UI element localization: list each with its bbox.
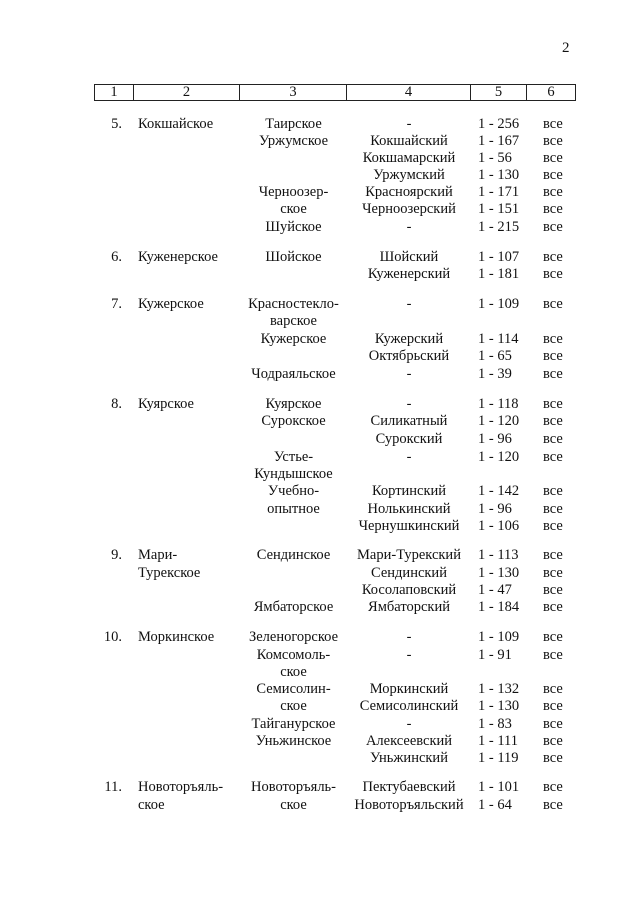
note-cell: все <box>543 184 563 200</box>
settlement-cell: ское <box>280 664 307 680</box>
table-row <box>0 366 639 383</box>
row-number-cell: 7. <box>111 296 122 312</box>
house-range-cell: 1 - 101 <box>478 779 520 795</box>
note-cell: все <box>543 348 563 364</box>
table-row <box>0 750 639 767</box>
house-range-cell: 1 - 171 <box>478 184 520 200</box>
house-range-cell: 1 - 119 <box>478 750 519 766</box>
district-cell: Моркинский <box>369 681 449 697</box>
table-row <box>0 647 639 664</box>
municipality-cell: Куярское <box>138 396 194 412</box>
house-range-cell: 1 - 142 <box>478 483 520 499</box>
table-row <box>0 599 639 616</box>
table-row <box>0 133 639 150</box>
header-col-2: 2 <box>134 85 240 100</box>
header-col-3: 3 <box>240 85 347 100</box>
house-range-cell: 1 - 65 <box>478 348 512 364</box>
house-range-cell: 1 - 107 <box>478 249 520 265</box>
settlement-cell: Тайганурское <box>251 716 336 732</box>
note-cell: все <box>543 116 563 132</box>
note-cell: все <box>543 413 563 429</box>
house-range-cell: 1 - 184 <box>478 599 520 615</box>
settlement-cell: Шуйское <box>265 219 322 235</box>
table-row <box>0 449 639 466</box>
house-range-cell: 1 - 130 <box>478 167 520 183</box>
page-number: 2 <box>562 40 570 56</box>
municipality-cell: Кужерское <box>138 296 204 312</box>
house-range-cell: 1 - 83 <box>478 716 512 732</box>
row-number-cell: 10. <box>103 629 122 645</box>
house-range-cell: 1 - 109 <box>478 629 520 645</box>
settlement-cell: Сурокское <box>261 413 326 429</box>
house-range-cell: 1 - 151 <box>478 201 520 217</box>
district-cell: - <box>406 716 412 732</box>
note-cell: все <box>543 366 563 382</box>
note-cell: все <box>543 249 563 265</box>
table-row <box>0 547 639 564</box>
settlement-cell: ское <box>280 797 307 813</box>
table-row <box>0 629 639 646</box>
district-cell: Сендинский <box>371 565 447 581</box>
district-cell: Кужерский <box>374 331 444 347</box>
settlement-cell: Ямбаторское <box>253 599 334 615</box>
note-cell: все <box>543 733 563 749</box>
settlement-cell: опытное <box>267 501 320 517</box>
settlement-cell: Кужерское <box>260 331 327 347</box>
note-cell: все <box>543 599 563 615</box>
house-range-cell: 1 - 47 <box>478 582 512 598</box>
table-row <box>0 219 639 236</box>
settlement-cell: Новоторъяль- <box>250 779 337 795</box>
house-range-cell: 1 - 167 <box>478 133 520 149</box>
settlement-cell: ское <box>280 698 307 714</box>
note-cell: все <box>543 133 563 149</box>
district-cell: Косолаповский <box>361 582 457 598</box>
table-row <box>0 331 639 348</box>
note-cell: все <box>543 629 563 645</box>
house-range-cell: 1 - 132 <box>478 681 520 697</box>
table-row <box>0 779 639 796</box>
district-cell: - <box>406 366 412 382</box>
note-cell: все <box>543 797 563 813</box>
municipality-cell: Кокшайское <box>138 116 214 132</box>
house-range-cell: 1 - 120 <box>478 449 520 465</box>
district-cell: - <box>406 629 412 645</box>
house-range-cell: 1 - 113 <box>478 547 519 563</box>
note-cell: все <box>543 716 563 732</box>
row-number-cell: 8. <box>111 396 122 412</box>
note-cell: все <box>543 150 563 166</box>
note-cell: все <box>543 750 563 766</box>
settlement-cell: Учебно- <box>267 483 320 499</box>
note-cell: все <box>543 647 563 663</box>
district-cell: - <box>406 296 412 312</box>
settlement-cell: ское <box>280 201 307 217</box>
note-cell: все <box>543 681 563 697</box>
district-cell: Кокшайский <box>370 133 448 149</box>
settlement-cell: Куярское <box>265 396 322 412</box>
row-number-cell: 11. <box>104 779 122 795</box>
settlement-cell: варское <box>270 313 317 329</box>
note-cell: все <box>543 565 563 581</box>
house-range-cell: 1 - 114 <box>478 331 519 347</box>
note-cell: все <box>543 449 563 465</box>
settlement-cell: Таирское <box>265 116 322 132</box>
note-cell: все <box>543 698 563 714</box>
settlement-cell: Чодраяльское <box>251 366 336 382</box>
district-cell: Семисолинский <box>359 698 459 714</box>
row-number-cell: 6. <box>111 249 122 265</box>
house-range-cell: 1 - 111 <box>478 733 519 749</box>
district-cell: - <box>406 219 412 235</box>
district-cell: - <box>406 116 412 132</box>
district-cell: Кокшамарский <box>362 150 456 166</box>
settlement-cell: Комсомоль- <box>256 647 331 663</box>
settlement-cell: Кундышское <box>254 466 333 482</box>
note-cell: все <box>543 219 563 235</box>
table-row <box>0 664 639 681</box>
table-row <box>0 296 639 313</box>
district-cell: Красноярский <box>365 184 453 200</box>
note-cell: все <box>543 483 563 499</box>
note-cell: все <box>543 331 563 347</box>
note-cell: все <box>543 431 563 447</box>
house-range-cell: 1 - 64 <box>478 797 512 813</box>
note-cell: все <box>543 582 563 598</box>
settlement-cell: Уньжинское <box>255 733 332 749</box>
municipality-cell: Новоторъяль- <box>138 779 224 795</box>
settlement-cell: Черноозер- <box>258 184 329 200</box>
settlement-cell: Сендинское <box>256 547 331 563</box>
note-cell: все <box>543 396 563 412</box>
district-cell: Сурокский <box>375 431 443 447</box>
note-cell: все <box>543 779 563 795</box>
district-cell: Нолькинский <box>367 501 451 517</box>
house-range-cell: 1 - 109 <box>478 296 520 312</box>
house-range-cell: 1 - 130 <box>478 698 520 714</box>
house-range-cell: 1 - 106 <box>478 518 520 534</box>
district-cell: Чернушкинский <box>358 518 460 534</box>
municipality-cell: ское <box>138 797 165 813</box>
district-cell: Уньжинский <box>370 750 448 766</box>
house-range-cell: 1 - 181 <box>478 266 520 282</box>
table-row <box>0 565 639 582</box>
note-cell: все <box>543 501 563 517</box>
settlement-cell: Устье- <box>273 449 314 465</box>
district-cell: Октябрьский <box>368 348 450 364</box>
note-cell: все <box>543 547 563 563</box>
district-cell: Уржумский <box>373 167 445 183</box>
municipality-cell: Мари- <box>138 547 178 563</box>
district-cell: Мари-Турекский <box>357 547 461 563</box>
table-row <box>0 150 639 167</box>
table-row <box>0 797 639 814</box>
house-range-cell: 1 - 256 <box>478 116 520 132</box>
settlement-cell: Шойское <box>265 249 322 265</box>
table-row <box>0 716 639 733</box>
house-range-cell: 1 - 118 <box>478 396 519 412</box>
district-cell: - <box>406 449 412 465</box>
settlement-cell: Зеленогорское <box>248 629 339 645</box>
table-row <box>0 116 639 133</box>
note-cell: все <box>543 167 563 183</box>
district-cell: Новоторъяльский <box>354 797 464 813</box>
house-range-cell: 1 - 215 <box>478 219 520 235</box>
house-range-cell: 1 - 120 <box>478 413 520 429</box>
table-row <box>0 681 639 698</box>
municipality-cell: Моркинское <box>138 629 215 645</box>
municipality-cell: Куженерское <box>138 249 218 265</box>
district-cell: Куженерский <box>367 266 451 282</box>
house-range-cell: 1 - 130 <box>478 565 520 581</box>
house-range-cell: 1 - 96 <box>478 431 512 447</box>
note-cell: все <box>543 518 563 534</box>
table-row <box>0 266 639 283</box>
table-row <box>0 501 639 518</box>
district-cell: Черноозерский <box>362 201 456 217</box>
table-row <box>0 167 639 184</box>
table-row <box>0 201 639 218</box>
table-row <box>0 396 639 413</box>
table-row <box>0 348 639 365</box>
table-header <box>94 84 576 101</box>
district-cell: Силикатный <box>370 413 448 429</box>
house-range-cell: 1 - 91 <box>478 647 512 663</box>
municipality-cell: Турекское <box>138 565 201 581</box>
table-row <box>0 518 639 535</box>
table-row <box>0 582 639 599</box>
district-cell: Кортинский <box>371 483 447 499</box>
header-col-1: 1 <box>95 85 134 100</box>
house-range-cell: 1 - 39 <box>478 366 512 382</box>
table-row <box>0 483 639 500</box>
row-number-cell: 9. <box>111 547 122 563</box>
table-row <box>0 184 639 201</box>
note-cell: все <box>543 201 563 217</box>
table-row <box>0 431 639 448</box>
settlement-cell: Уржумское <box>258 133 329 149</box>
house-range-cell: 1 - 56 <box>478 150 512 166</box>
header-col-6: 6 <box>547 84 555 100</box>
district-cell: - <box>406 647 412 663</box>
settlement-cell: Семисолин- <box>256 681 331 697</box>
table-row <box>0 413 639 430</box>
district-cell: - <box>406 396 412 412</box>
table-row <box>0 698 639 715</box>
district-cell: Шойский <box>379 249 439 265</box>
table-row <box>0 313 639 330</box>
district-cell: Пектубаевский <box>362 779 456 795</box>
table-row <box>0 733 639 750</box>
note-cell: все <box>543 266 563 282</box>
settlement-cell: Красностекло- <box>248 296 339 312</box>
district-cell: Алексеевский <box>365 733 453 749</box>
note-cell: все <box>543 296 563 312</box>
table-row <box>0 466 639 483</box>
row-number-cell: 5. <box>111 116 122 132</box>
house-range-cell: 1 - 96 <box>478 501 512 517</box>
header-col-4: 4 <box>347 85 471 100</box>
district-cell: Ямбаторский <box>368 599 450 615</box>
header-col-5: 5 <box>471 85 527 100</box>
table-row <box>0 249 639 266</box>
